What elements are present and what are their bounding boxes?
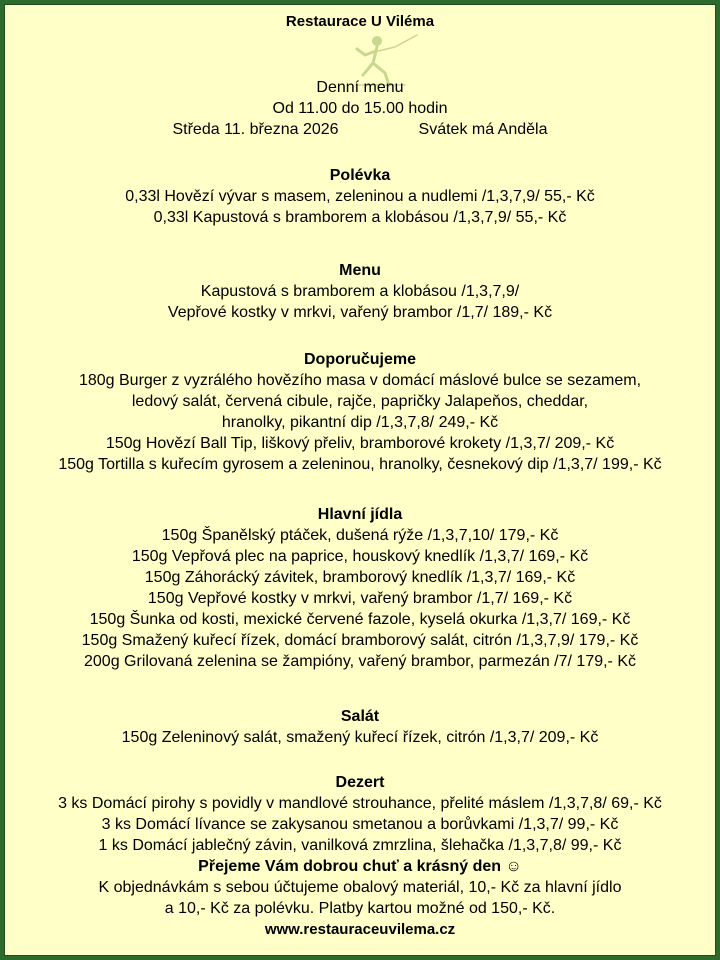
menu-item: ledový salát, červená cibule, rajče, papričky Jalapeňos, cheddar, — [131, 393, 589, 410]
menu-item: 150g Záhorácký závitek, bramborový knedlík /1,3,7/ 169,- Kč — [144, 569, 576, 586]
section-title: Salát — [340, 708, 380, 725]
section-soup — [5, 165, 715, 228]
menu-item: 150g Smažený kuřecí řízek, domácí bramborový salát, citrón /1,3,7,9/ 179,- Kč — [81, 632, 639, 649]
section-main — [5, 504, 715, 672]
menu-item: 180g Burger z vyzrálého hovězího masa v domácí máslové bulce se sezamem, — [78, 372, 642, 389]
menu-item: 0,33l Hovězí vývar s masem, zeleninou a nudlemi /1,3,7,9/ 55,- Kč — [125, 188, 595, 205]
section-salad — [5, 706, 715, 748]
menu-item: 150g Hovězí Ball Tip, liškový přeliv, bramborové krokety /1,3,7/ 209,- Kč — [105, 435, 615, 452]
opening-hours: Od 11.00 do 15.00 hodin — [272, 100, 448, 117]
website-link[interactable]: www.restauraceuvilema.cz — [264, 921, 456, 938]
takeaway-note: K objednávkám s sebou účtujeme obalový materiál, 10,- Kč za hlavní jídlo — [98, 879, 622, 896]
menu-item: 150g Vepřové kostky v mrkvi, vařený brambor /1,7/ 169,- Kč — [147, 590, 573, 607]
section-title: Dezert — [335, 774, 385, 791]
intro — [5, 77, 715, 140]
section-menu — [5, 260, 715, 323]
section-dessert — [5, 772, 715, 940]
menu-item: 150g Tortilla s kuřecím gyrosem a zeleninou, hranolky, česnekový dip /1,3,7/ 199,- Kč — [58, 456, 662, 473]
wish-line: Přejeme Vám dobrou chuť a krásný den ☺ — [198, 858, 522, 875]
date-row — [5, 119, 715, 140]
menu-item: 150g Vepřová plec na paprice, houskový knedlík /1,3,7/ 169,- Kč — [131, 548, 589, 565]
menu-item: 0,33l Kapustová s bramborem a klobásou /1,3,7,9/ 55,- Kč — [153, 209, 567, 226]
menu-item: 150g Španělský ptáček, dušená rýže /1,3,7,10/ 179,- Kč — [161, 527, 559, 544]
section-title: Polévka — [329, 167, 391, 184]
section-title: Doporučujeme — [303, 351, 416, 368]
menu-item: Kapustová s bramborem a klobásou /1,3,7,9/ — [200, 283, 520, 300]
nameday: Svátek má Anděla — [418, 121, 548, 138]
section-title: Menu — [339, 262, 381, 279]
menu-item: 1 ks Domácí jablečný závin, vanilková zmrzlina, šlehačka /1,3,7,8/ 99,- Kč — [98, 837, 622, 854]
menu-item: 150g Šunka od kosti, mexické červené fazole, kyselá okurka /1,3,7/ 169,- Kč — [89, 611, 631, 628]
restaurant-name: Restaurace U Viléma — [285, 13, 435, 30]
menu-title: Denní menu — [316, 79, 404, 96]
menu-item: 150g Zeleninový salát, smažený kuřecí řízek, citrón /1,3,7/ 209,- Kč — [121, 729, 599, 746]
menu-item: 3 ks Domácí pirohy s povidly v mandlové strouhance, přelité máslem /1,3,7,8/ 69,- Kč — [58, 795, 662, 812]
menu-item: 3 ks Domácí lívance se zakysanou smetanou a borůvkami /1,3,7/ 99,- Kč — [101, 816, 619, 833]
section-recommend — [5, 349, 715, 475]
menu-item: hranolky, pikantní dip /1,3,7,8/ 249,- Kč — [221, 414, 499, 431]
section-title: Hlavní jídla — [317, 506, 403, 523]
menu-date: Středa 11. března 2026 — [172, 121, 339, 138]
menu-page — [4, 4, 716, 956]
payment-note: a 10,- Kč za polévku. Platby kartou možné od 150,- Kč. — [164, 900, 556, 917]
menu-item: 200g Grilovaná zelenina se žampióny, vařený brambor, parmezán /7/ 179,- Kč — [84, 653, 636, 670]
menu-item: Vepřové kostky v mrkvi, vařený brambor /1,7/ 189,- Kč — [167, 304, 553, 321]
